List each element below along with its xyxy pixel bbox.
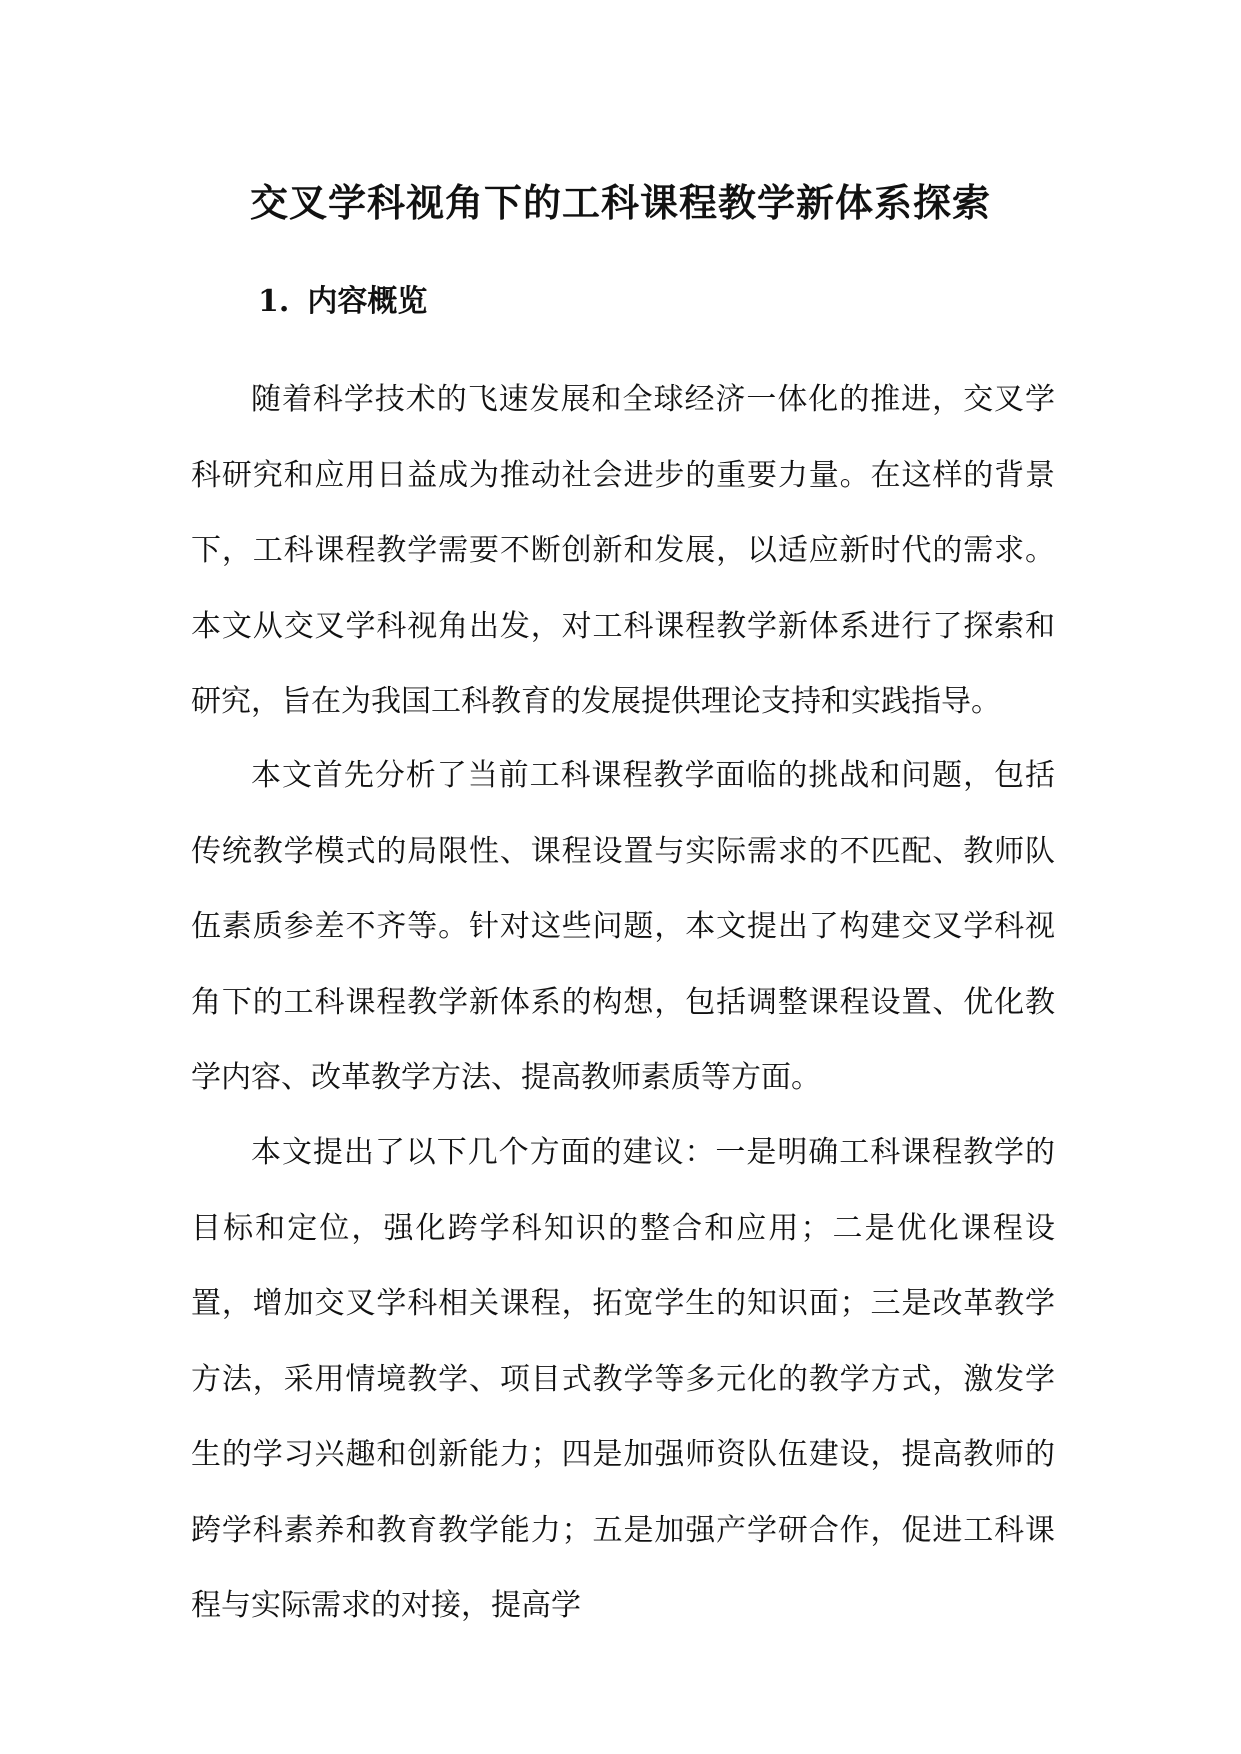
- body-paragraph: 本文提出了以下几个方面的建议：一是明确工科课程教学的目标和定位，强化跨学科知识的整合和应用；二是优化课程设置，增加交叉学科相关课程，拓宽学生的知识面；三是改革教学方法，采用情境教学、项目式教学等多元化的教学方式，激发学生的学习兴趣和创新能力；四是加强师资队伍建设，提高教师的跨学科素养和教育教学能力；五是加强产学研合作，促进工科课程与实际需求的对接，提高学: [191, 1135, 1055, 1623]
- section-number: 1.: [258, 284, 290, 319]
- section-heading-text: 内容概览: [307, 284, 428, 319]
- body-paragraph: 本文首先分析了当前工科课程教学面临的挑战和问题，包括传统教学模式的局限性、课程设置与实际需求的不匹配、教师队伍素质参差不齐等。针对这些问题，本文提出了构建交叉学科视角下的工科课程教学新体系的构想，包括调整课程设置、优化教学内容、改革教学方法、提高教师素质等方面。: [191, 758, 1055, 1095]
- document-title: 交叉学科视角下的工科课程教学新体系探索: [249, 180, 991, 226]
- body-paragraph: 随着科学技术的飞速发展和全球经济一体化的推进，交叉学科研究和应用日益成为推动社会进步的重要力量。在这样的背景下，工科课程教学需要不断创新和发展，以适应新时代的需求。本文从交叉学科视角出发，对工科课程教学新体系进行了探索和研究，旨在为我国工科教育的发展提供理论支持和实践指导。: [191, 382, 1055, 719]
- section-heading: [258, 280, 427, 324]
